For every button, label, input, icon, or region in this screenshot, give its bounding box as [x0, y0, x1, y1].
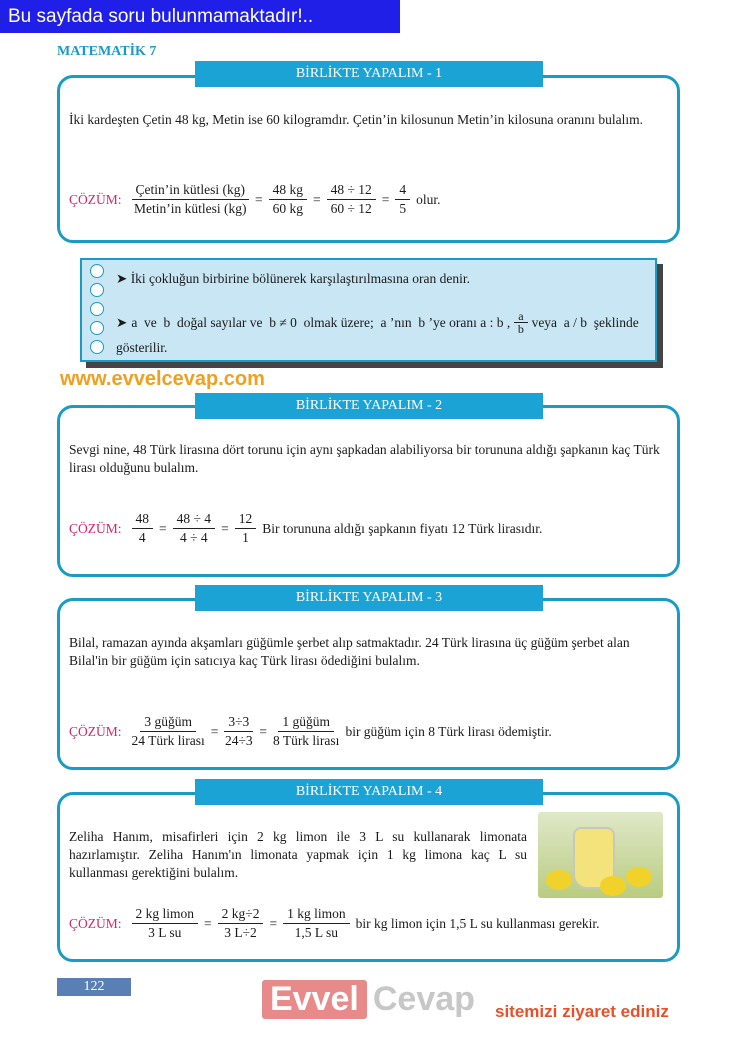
info-item-2-cont: gösterilir.: [116, 340, 168, 355]
solution-label: ÇÖZÜM:: [69, 520, 122, 536]
ring-icon: [90, 283, 104, 297]
activity-4-title: BİRLİKTE YAPALIM - 4: [195, 779, 543, 805]
solution-result: bir güğüm için 8 Türk lirası ödemiştir.: [345, 723, 552, 739]
activity-1-box: [57, 75, 680, 243]
fraction: 1 güğüm 8 Türk lirası: [272, 714, 340, 748]
lemon-shape: [546, 870, 572, 890]
ring-icon: [90, 340, 104, 354]
equals: =: [313, 191, 321, 207]
watermark-visit: sitemizi ziyaret ediniz: [495, 1002, 669, 1021]
equals: =: [269, 915, 278, 931]
fraction-a-b: a b: [514, 310, 527, 335]
info-item-2-text-end: veya a / b şeklinde: [531, 314, 639, 330]
activity-4-solution: [69, 905, 600, 942]
activity-1-question: İki kardeşten Çetin 48 kg, Metin ise 60 kilogramdır. Çetin’in kilosunun Metin’in kilosuna oranını bulalım.: [69, 112, 644, 127]
solution-result: bir kg limon için 1,5 L su kullanması gerekir.: [355, 915, 600, 931]
ring-icon: [90, 321, 104, 335]
activity-2-box: [57, 405, 680, 577]
ring-icon: [90, 302, 104, 316]
solution-label: ÇÖZÜM:: [69, 915, 122, 931]
fraction: $\frac{48 kg}{60 kg}$: [269, 181, 307, 218]
fraction: $\frac{\text{1 kg limon}}{\text{1,5 L su}}$: [283, 905, 350, 942]
evvelcevap-logo: [262, 980, 475, 1019]
info-box: [80, 258, 657, 362]
equals: =: [221, 520, 229, 536]
solution-result: olur.: [416, 191, 441, 207]
fraction: $\frac{4}{5}$: [395, 181, 410, 218]
logo-part-2: Cevap: [372, 980, 475, 1018]
equals: =: [259, 723, 267, 739]
fraction: 3 güğüm 24 Türk lirası: [131, 714, 205, 748]
lemon-shape: [600, 876, 626, 896]
fraction: Çetin’in kütlesi (kg) Metin’in kütlesi (kg): [132, 181, 249, 218]
ring-icon: [90, 264, 104, 278]
bullet-icon: ➤: [116, 271, 128, 286]
fraction: $\frac{48 \div 12}{60 \div 12}$: [327, 181, 376, 218]
equals: =: [255, 191, 263, 207]
fraction: $\frac{48 \div 4}{4 \div 4}$: [173, 510, 215, 547]
solution-result: Bir torununa aldığı şapkanın fiyatı 12 Türk lirasıdır.: [262, 520, 543, 536]
info-item-1: [116, 270, 470, 288]
info-item-1-text: İki çokluğun birbirine bölünerek karşılaştırılmasına oran denir.: [130, 271, 470, 286]
activity-2-solution: [69, 510, 542, 547]
activity-2-title: BİRLİKTE YAPALIM - 2: [195, 393, 543, 419]
activity-2-question: Sevgi nine, 48 Türk lirasına dört torunu için aynı şapkadan alabiliyorsa bir torununa aldığı şapkanın kaç Türk lirası olduğunu bulalım.: [69, 442, 660, 475]
lemon-shape: [626, 867, 652, 887]
equals: =: [159, 520, 167, 536]
activity-1-title: BİRLİKTE YAPALIM - 1: [195, 61, 543, 87]
fraction: $\frac{12}{1}$: [235, 510, 257, 547]
activity-3-title: BİRLİKTE YAPALIM - 3: [195, 585, 543, 611]
fraction: $\frac{2 kg\div 2}{3 L\div 2}$: [218, 905, 264, 942]
activity-3-question: Bilal, ramazan ayında akşamları güğümle şerbet alıp satmaktadır. 24 Türk lirasına üç güğüm şerbet alan Bilal'in bir güğüm için satıcıya kaç Türk lirası ödediğini bulalım.: [69, 635, 630, 668]
activity-3-solution: [69, 713, 552, 750]
watermark-site: www.evvelcevap.com: [60, 368, 265, 390]
solution-label: ÇÖZÜM:: [69, 723, 122, 739]
equals: =: [210, 723, 219, 739]
bullet-icon: ➤: [116, 314, 128, 330]
logo-part-1: Evvel: [262, 980, 367, 1019]
fraction: $\frac{48}{4}$: [132, 510, 154, 547]
info-item-2: [116, 310, 639, 335]
subject-title: MATEMATİK 7: [57, 44, 157, 59]
fraction: $\frac{3\div 3}{24\div 3}$: [225, 714, 253, 748]
no-question-banner: Bu sayfada soru bulunmamaktadır!..: [0, 0, 400, 33]
lemonade-image: [538, 812, 663, 898]
equals: =: [204, 915, 212, 931]
info-item-2-text: a ve b doğal sayılar ve b ≠ 0 olmak üzere; a ’nın b ’ye oranı a : b ,: [131, 314, 511, 330]
activity-4-question: Zeliha Hanım, misafirleri için 2 kg limon ile 3 L su kullanarak limonata hazırlamıştır. Zeliha Hanım'ın limonata yapmak için 1 kg limona kaç L su kullanması gerektiğini bulalım.: [69, 829, 527, 880]
fraction: $\frac{\text{2 kg limon}}{\text{3 L su}}$: [132, 905, 199, 942]
page-number: 122: [57, 978, 131, 996]
activity-1-solution: [69, 181, 441, 218]
equals: =: [381, 191, 390, 207]
activity-3-box: [57, 598, 680, 770]
solution-label: ÇÖZÜM:: [69, 191, 122, 207]
